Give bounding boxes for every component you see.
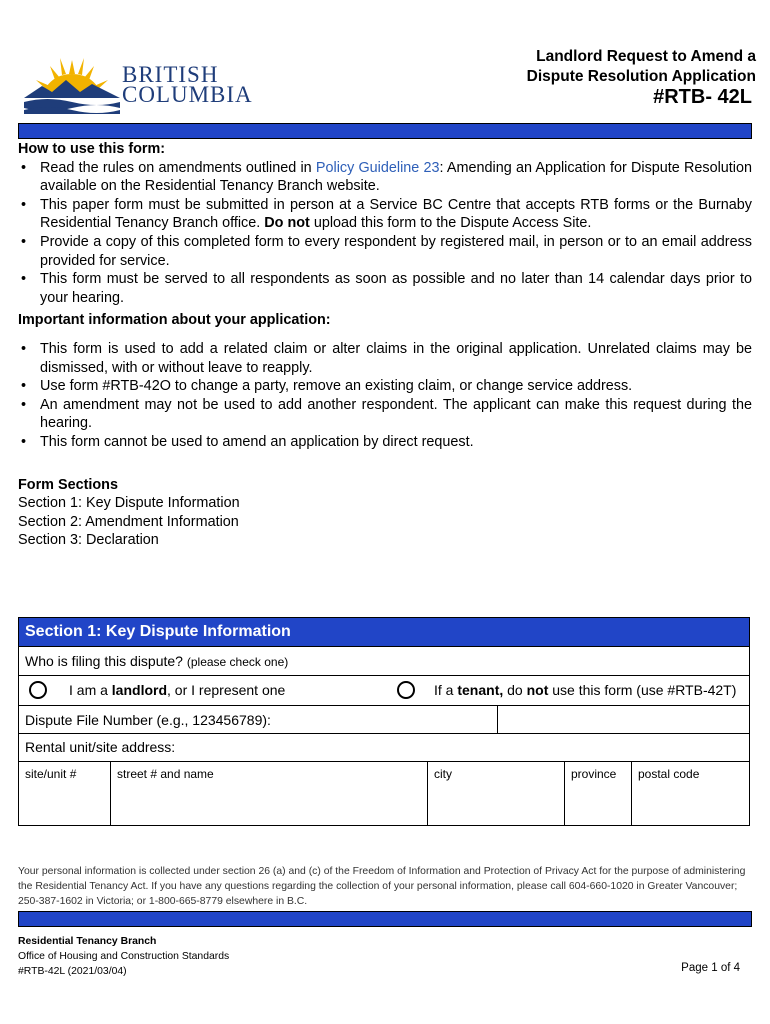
postal-code-field[interactable]: postal code xyxy=(638,767,700,781)
form-sections xyxy=(18,476,752,550)
role-row xyxy=(19,675,749,705)
form-title xyxy=(527,47,756,87)
form-section-item: Section 2: Amendment Information xyxy=(18,513,239,530)
form-title-line2: Dispute Resolution Application xyxy=(526,68,756,85)
form-number: #RTB- 42L xyxy=(653,86,752,108)
list-item xyxy=(18,196,752,233)
footer-bar xyxy=(18,911,752,927)
logo-text-british: BRITISH xyxy=(122,62,219,87)
who-row xyxy=(19,646,749,675)
file-number-row xyxy=(19,705,749,733)
who-label-text: Who is filing this dispute? xyxy=(25,653,187,669)
footer-form-code: #RTB-42L (2021/03/04) xyxy=(18,966,127,977)
important-heading: Important information about your application: xyxy=(18,312,331,329)
landlord-bold: landlord xyxy=(111,682,168,698)
list-item: • Use form #RTB-42O to change a party, remove an existing claim, or change service address. xyxy=(18,377,752,396)
address-label: Rental unit/site address: xyxy=(25,739,176,755)
who-hint: (please check one) xyxy=(186,655,289,669)
logo-text-columbia: COLUMBIA xyxy=(122,82,253,107)
tenant-mid: do xyxy=(503,682,527,698)
list-item: • This form must be served to all respondents as soon as possible and no later than 14 calendar days prior to your hearing. xyxy=(18,270,752,307)
tenant-not: not xyxy=(526,682,549,698)
list-item: • An amendment may not be used to add another respondent. The applicant can make this request during the hearing. xyxy=(18,396,752,433)
list-item: • This form is used to add a related claim or alter claims in the original application. Unrelated claims may be dismissed, with or without leave to reapply. xyxy=(18,340,752,377)
site-unit-field[interactable]: site/unit # xyxy=(25,767,77,781)
street-field[interactable]: street # and name xyxy=(117,767,214,781)
form-section-item: Section 3: Declaration xyxy=(18,532,159,549)
landlord-pre: I am a xyxy=(69,682,112,698)
tenant-post: use this form (use #RTB-42T) xyxy=(548,682,737,698)
how-to-heading: How to use this form: xyxy=(18,141,166,157)
instructions xyxy=(18,140,752,550)
important-list xyxy=(18,340,752,452)
form-title-line1: Landlord Request to Amend a xyxy=(536,48,756,65)
privacy-notice: Your personal information is collected under section 26 (a) and (c) of the Freedom of Information and Protection of Privacy Act for the purpose of administering the Residential Tenancy Act. If you have any questions regarding the collection of your personal information, please call 604-660-1020 in Greater Vancouver; 250-387-1602 in Victoria; or 1-800-665-8779 elsewhere in B.C. xyxy=(18,866,746,907)
form-sections-heading: Form Sections xyxy=(18,476,118,493)
address-fields-row xyxy=(19,761,749,825)
footer-office: Office of Housing and Construction Standards xyxy=(18,951,230,962)
list-item: • This form cannot be used to amend an application by direct request. xyxy=(18,433,752,452)
list-item: • Provide a copy of this completed form to every respondent by registered mail, in person or to an email address provided for service. xyxy=(18,233,752,270)
page-number: Page 1 of 4 xyxy=(681,962,740,974)
footer xyxy=(18,934,229,979)
address-label-row xyxy=(19,733,749,761)
how-to-item2-post: upload this form to the Dispute Access Site. xyxy=(309,215,592,232)
form-section-item: Section 1: Key Dispute Information xyxy=(18,495,240,512)
header-bar xyxy=(18,123,752,139)
bc-logo xyxy=(22,52,253,114)
how-to-item1-pre: Read the rules on amendments outlined in xyxy=(40,159,316,176)
city-field[interactable]: city xyxy=(434,767,452,781)
section1-box xyxy=(18,617,750,826)
tenant-bold: tenant, xyxy=(457,682,504,698)
province-field[interactable]: province xyxy=(571,767,617,781)
landlord-post: , or I represent one xyxy=(167,682,286,698)
footer-org: Residential Tenancy Branch xyxy=(18,936,157,947)
policy-guideline-link[interactable]: Policy Guideline 23 xyxy=(315,159,440,176)
file-number-input[interactable] xyxy=(498,706,749,734)
how-to-item2-pre: This paper form must be submitted in person at a Service BC Centre that accepts RTB forms or the Burnaby Residential Tenancy Branch office. xyxy=(40,196,752,232)
tenant-radio[interactable] xyxy=(397,681,415,699)
bc-sun-mountain-icon xyxy=(22,52,122,114)
list-item xyxy=(18,159,752,196)
tenant-option-label xyxy=(434,682,736,698)
how-to-item2-bold: Do not xyxy=(264,215,310,232)
landlord-radio[interactable] xyxy=(29,681,47,699)
how-to-list xyxy=(18,159,752,308)
landlord-option-label xyxy=(69,682,285,698)
file-number-label: Dispute File Number (e.g., 123456789): xyxy=(25,712,271,728)
who-label xyxy=(25,653,288,669)
tenant-pre: If a xyxy=(434,682,458,698)
how-to-item1-post: : Amending an Application for Dispute Resolution available on the Residential Tenancy Branch website. xyxy=(40,159,752,195)
section1-title: Section 1: Key Dispute Information xyxy=(19,618,749,646)
